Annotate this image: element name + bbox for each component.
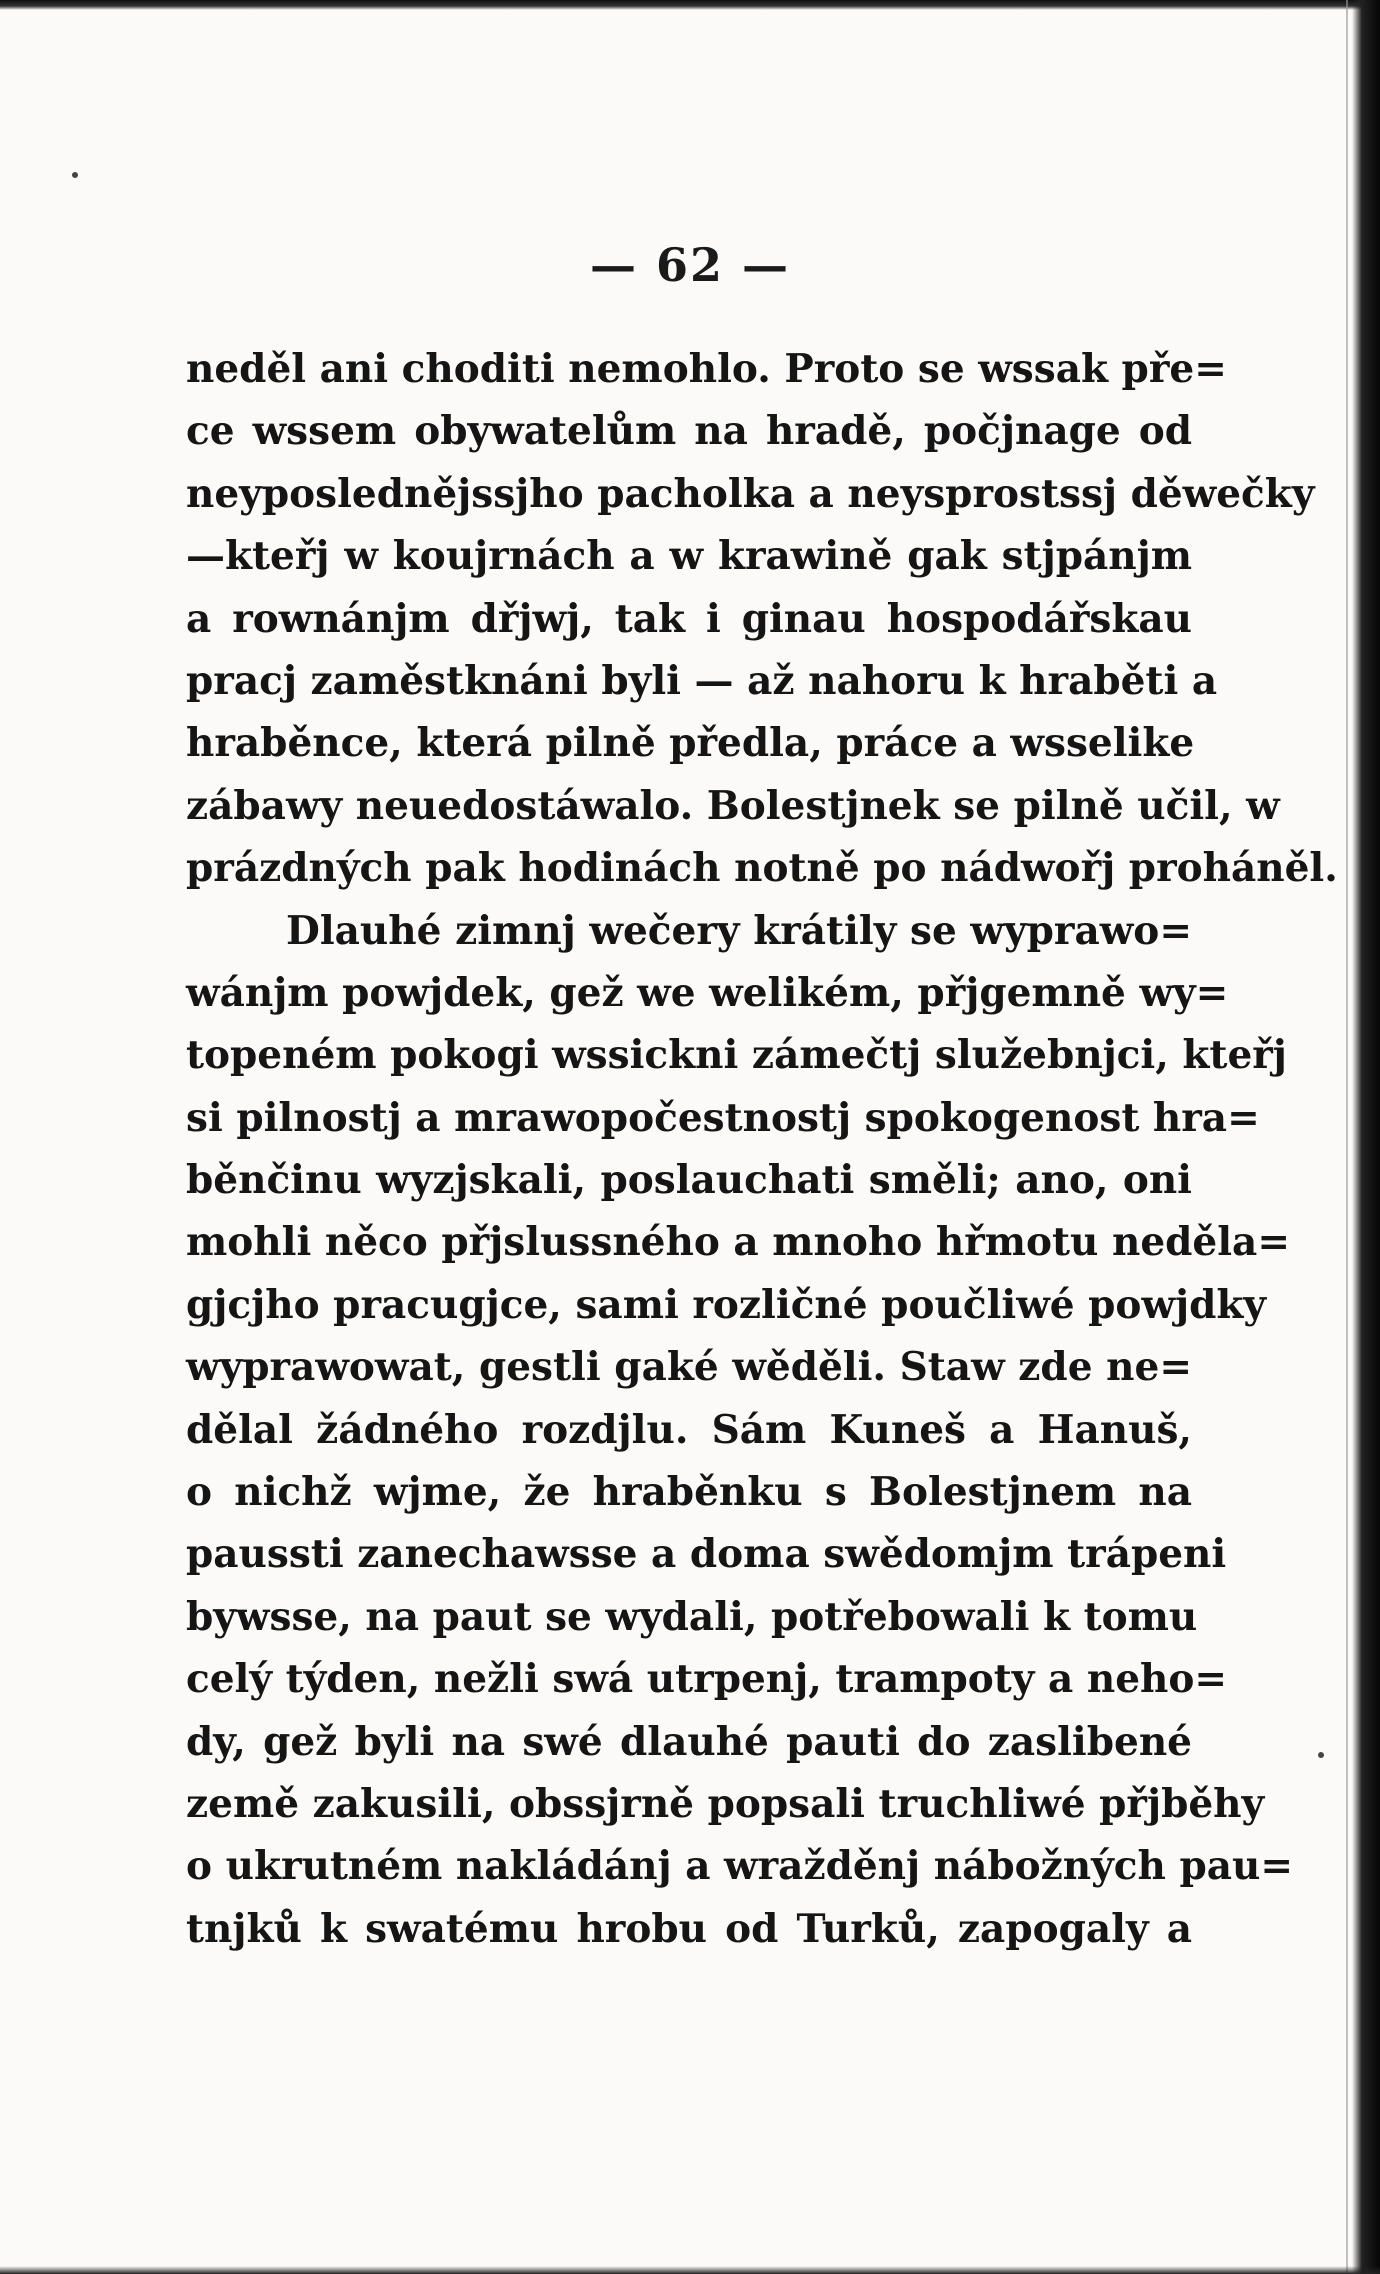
scan-edge-top [0, 0, 1380, 10]
text-line: Dlauhé zimnj wečery krátily se wyprawo= [286, 907, 1192, 954]
text-line: topeném pokogi wssickni zámečtj služebnjci, kteřj [186, 1032, 1287, 1079]
scan-edge-right [1352, 0, 1380, 2274]
text-line: zábawy neuedostáwalo. Bolestjnek se pilně učil, w [186, 782, 1280, 829]
text-line: mohli něco přjslussného a mnoho hřmotu neděla= [186, 1219, 1290, 1266]
scan-edge-bottom [0, 2266, 1380, 2274]
text-line: běnčinu wyzjskali, poslauchati směli; ano, oni [186, 1157, 1192, 1204]
text-line: wyprawowat, gestli gaké wěděli. Staw zde ne= [186, 1344, 1192, 1391]
text-line: prázdných pak hodinách notně po nádwořj proháněl. [186, 845, 1338, 892]
text-line: dělal žádného rozdjlu. Sám Kuneš a Hanuš, [186, 1406, 1192, 1453]
text-line: tnjků k swatému hrobu od Turků, zapogaly a [186, 1905, 1192, 1952]
text-line: gjcjho pracugjce, sami rozličné poučliwé powjdky [186, 1281, 1267, 1328]
text-line: ce wssem obywatelům na hradě, počjnage od [186, 408, 1192, 455]
text-line: wánjm powjdek, gež we welikém, přjgemně wy= [186, 969, 1229, 1016]
body-text [186, 338, 1338, 1960]
page-number: — 62 — [589, 238, 791, 292]
text-line: si pilnostj a mrawopočestnostj spokogenost hra= [186, 1094, 1260, 1141]
text-line: o nichž wjme, že hraběnku s Bolestjnem na [186, 1469, 1192, 1516]
text-line: dy, gež byli na swé dlauhé pauti do zaslibené [186, 1718, 1192, 1765]
text-line: neyposlednějssjho pacholka a neysprostssj děwečky [186, 470, 1315, 517]
text-line: neděl ani choditi nemohlo. Proto se wssak pře= [186, 346, 1227, 392]
paper-speck [1318, 1752, 1324, 1758]
paper-speck [72, 172, 78, 178]
text-line: celý týden, nežli swá utrpenj, trampoty a neho= [186, 1656, 1228, 1703]
text-line: pracj zaměstknáni byli — až nahoru k hraběti a [186, 657, 1218, 704]
text-line: bywsse, na paut se wydali, potřebowali k tomu [186, 1593, 1198, 1640]
text-line: země zakusili, obssjrně popsali truchliwé přjběhy [186, 1780, 1265, 1827]
text-line: —kteřj w koujrnách a w krawině gak stjpánjm [186, 533, 1192, 580]
text-line: paussti zanechawsse a doma swědomjm trápeni [186, 1531, 1227, 1578]
text-line: a rownánjm dřjwj, tak i ginau hospodářskau [186, 595, 1192, 642]
page-gutter-line [1346, 0, 1348, 2274]
text-line: o ukrutném nakládánj a wražděnj nábožných pau= [186, 1843, 1294, 1890]
text-line: hraběnce, která pilně předla, práce a wsselike [186, 720, 1195, 767]
